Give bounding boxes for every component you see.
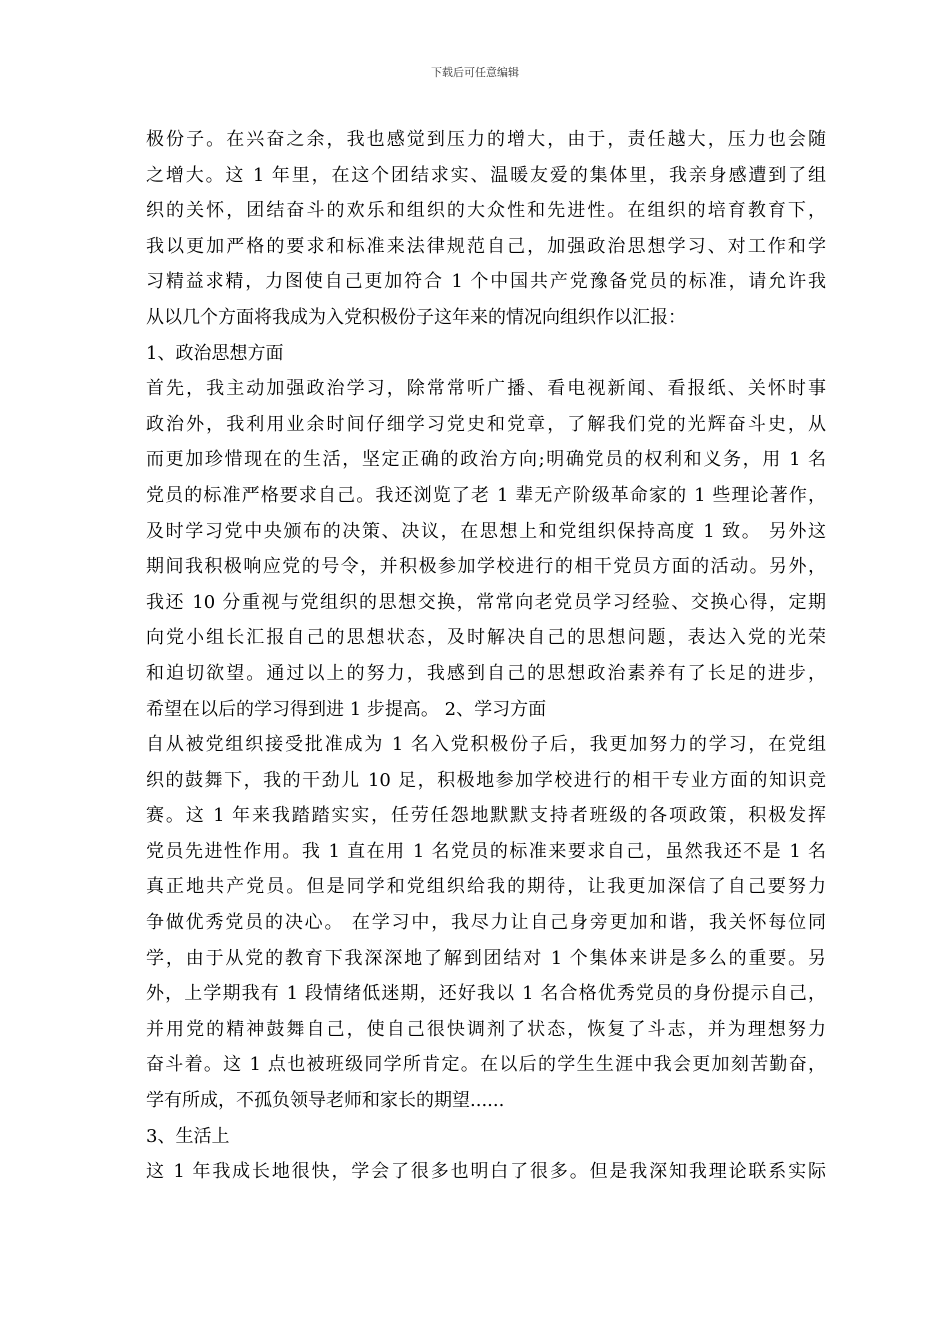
paragraph-line: 1、政治思想方面 xyxy=(146,342,284,364)
paragraph-line: 首先，我主动加强政治学习，除常常听广播、看电视新闻、看报纸、关怀时事 xyxy=(146,378,826,400)
paragraph-line: 奋斗着。这 1 点也被班级同学所肯定。在以后的学生生涯中我会更加刻苦勤奋， xyxy=(146,1054,826,1076)
page-header: 下载后可任意编辑 xyxy=(431,66,519,79)
paragraph-line: 及时学习党中央颁布的决策、决议，在思想上和党组织保持高度 1 致。 另外这 xyxy=(146,520,826,542)
paragraph-line: 而更加珍惜现在的生活，坚定正确的政治方向;明确党员的权利和义务，用 1 名 xyxy=(146,449,826,471)
paragraph-line: 学，由于从党的教育下我深深地了解到团结对 1 个集体来讲是多么的重要。另 xyxy=(146,947,826,969)
paragraph-line: 向党小组长汇报自己的思想状态，及时解决自己的思想问题，表达入党的光荣 xyxy=(146,627,826,649)
paragraph-line: 政治外，我利用业余时间仔细学习党史和党章，了解我们党的光辉奋斗史，从 xyxy=(146,413,826,435)
paragraph-line: 真正地共产党员。但是同学和党组织给我的期待，让我更加深信了自己要努力 xyxy=(146,876,826,898)
paragraph-line: 我还 10 分重视与党组织的思想交换，常常向老党员学习经验、交换心得，定期 xyxy=(146,591,826,613)
paragraph-line: 从以几个方面将我成为入党积极份子这年来的情况向组织作以汇报： xyxy=(146,306,686,328)
paragraph-line: 争做优秀党员的决心。 在学习中，我尽力让自己身旁更加和谐，我关怀每位同 xyxy=(146,912,826,934)
paragraph-line: 赛。这 1 年来我踏踏实实，任劳任怨地默默支持者班级的各项政策，积极发挥 xyxy=(146,805,826,827)
paragraph-line: 这 1 年我成长地很快，学会了很多也明白了很多。但是我深知我理论联系实际 xyxy=(146,1161,826,1183)
paragraph-line: 极份子。在兴奋之余，我也感觉到压力的增大，由于，责任越大，压力也会随 xyxy=(146,129,826,150)
paragraph-line: 自从被党组织接受批准成为 1 名入党积极份子后，我更加努力的学习，在党组 xyxy=(146,734,826,756)
paragraph-line: 织的关怀，团结奋斗的欢乐和组织的大众性和先进性。在组织的培育教育下， xyxy=(146,200,826,222)
paragraph-line: 党员的标准严格要求自己。我还浏览了老 1 辈无产阶级革命家的 1 些理论著作， xyxy=(146,484,826,506)
paragraph-line: 习精益求精，力图使自己更加符合 1 个中国共产党豫备党员的标准，请允许我 xyxy=(146,271,826,293)
paragraph-line: 我以更加严格的要求和标准来法律规范自己，加强政治思想学习、对工作和学 xyxy=(146,235,826,257)
paragraph-line: 希望在以后的学习得到进 1 步提高。 2、学习方面 xyxy=(146,698,547,720)
document-body xyxy=(146,122,826,1190)
paragraph-line: 和迫切欲望。通过以上的努力，我感到自己的思想政治素养有了长足的进步， xyxy=(146,662,826,684)
paragraph-line: 织的鼓舞下，我的干劲儿 10 足，积极地参加学校进行的相干专业方面的知识竞 xyxy=(146,769,826,791)
paragraph-line: 并用党的精神鼓舞自己，使自己很快调剂了状态，恢复了斗志，并为理想努力 xyxy=(146,1018,826,1040)
paragraph-line: 党员先进性作用。我 1 直在用 1 名党员的标准来要求自己，虽然我还不是 1 名 xyxy=(146,840,826,862)
paragraph-line: 外，上学期我有 1 段情绪低迷期，还好我以 1 名合格优秀党员的身份提示自己， xyxy=(146,983,826,1005)
paragraph-line: 期间我积极响应党的号令，并积极参加学校进行的相干党员方面的活动。另外， xyxy=(146,556,826,578)
paragraph-line: 之增大。这 1 年里，在这个团结求实、温暖友爱的集体里，我亲身感遭到了组 xyxy=(146,164,826,186)
paragraph-line: 3、生活上 xyxy=(146,1125,230,1147)
paragraph-line: 学有所成，不孤负领导老师和家长的期望...... xyxy=(146,1090,505,1112)
